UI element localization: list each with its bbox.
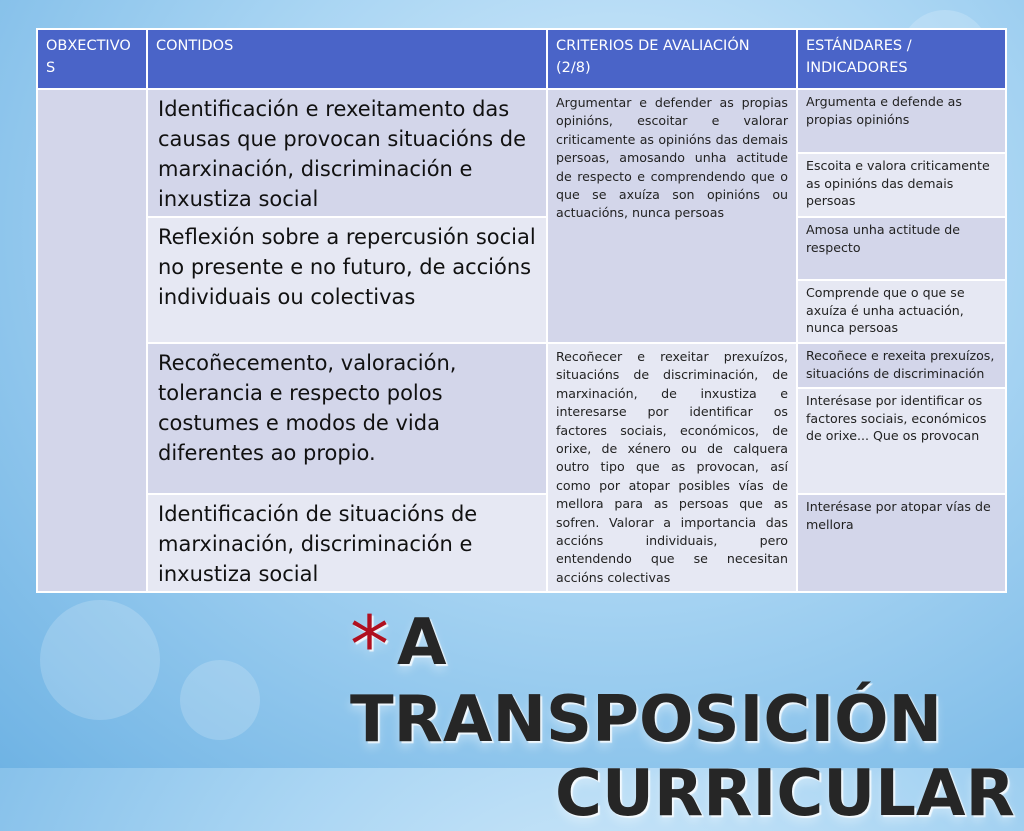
estandar-cell: Escoita e valora criticamente as opinións das demais persoas [797, 153, 1006, 217]
estandar-cell: Interésase por identificar os factores sociais, económicos de orixe... Que os provocan [797, 388, 1006, 494]
header-estandares: ESTÁNDARES / INDICADORES [797, 29, 1006, 89]
header-obxectivos: OBXECTIVOS [37, 29, 147, 89]
title-bullet-icon: * [350, 601, 389, 691]
background-bokeh [180, 660, 260, 740]
table-header-row [37, 29, 1006, 89]
contido-cell: Identificación e rexeitamento das causas que provocan situacións de marxinación, discriminación e inxustiza social [147, 89, 547, 217]
title-line-1: A TRANSPOSICIÓN [350, 606, 943, 757]
title-line-2: CURRICULAR [555, 757, 1015, 831]
contido-cell: Identificación de situacións de marxinación, discriminación e inxustiza social [147, 494, 547, 592]
header-criterios: CRITERIOS DE AVALIACIÓN (2/8) [547, 29, 797, 89]
contido-cell: Recoñecemento, valoración, tolerancia e respecto polos costumes e modos de vida diferentes ao propio. [147, 343, 547, 494]
table-row [37, 217, 1006, 280]
contido-cell: Reflexión sobre a repercusión social no presente e no futuro, de accións individuais ou colectivas [147, 217, 547, 343]
criterio-cell: Argumentar e defender as propias opinións, escoitar e valorar criticamente as opinións das demais persoas, amosando unha actitude de respecto e comprendendo que o que se axuíza son opinións ou actuacións, nunca persoas [547, 89, 797, 343]
curriculum-table [36, 28, 1007, 593]
slide-title [350, 601, 1015, 831]
table-row [37, 89, 1006, 153]
header-contidos: CONTIDOS [147, 29, 547, 89]
obxectivos-cell [37, 89, 147, 592]
estandar-cell: Interésase por atopar vías de mellora [797, 494, 1006, 592]
estandar-cell: Amosa unha actitude de respecto [797, 217, 1006, 280]
estandar-cell: Argumenta e defende as propias opinións [797, 89, 1006, 153]
criterio-cell: Recoñecer e rexeitar prexuízos, situacións de discriminación, de marxinación, de inxustiza e interesarse por identificar os factores sociais, económicos, de orixe, de xénero ou de calquera outro tipo que as provocan, así como por atopar posibles vías de mellora para as persoas que as sofren. Valorar a importancia das accións individuais, pero entendendo que se necesitan accións colectivas [547, 343, 797, 592]
estandar-cell: Comprende que o que se axuíza é unha actuación, nunca persoas [797, 280, 1006, 343]
estandar-cell: Recoñece e rexeita prexuízos, situacións de discriminación [797, 343, 1006, 388]
table-row [37, 494, 1006, 592]
background-bokeh [40, 600, 160, 720]
